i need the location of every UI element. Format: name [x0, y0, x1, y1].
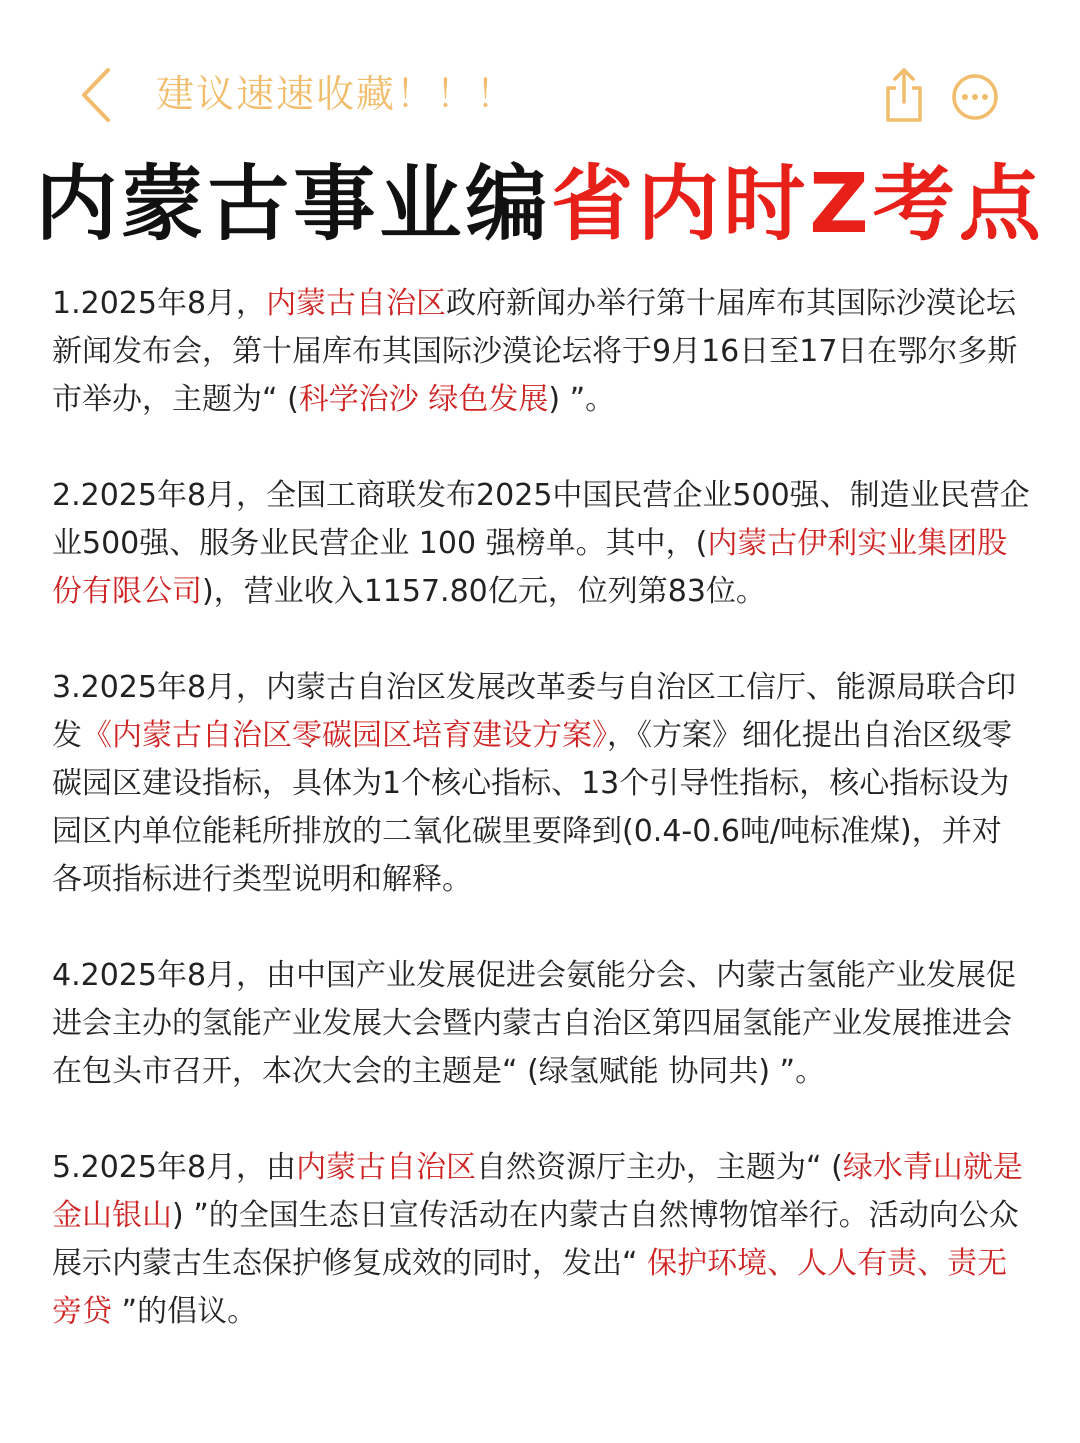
list-item: [52, 664, 1030, 904]
body-text: 政府新闻办举行第十届库布其国际沙漠论坛新闻发布会，第十届库布其国际沙漠论坛将于9月16日至17日在鄂尔多斯市举办，主题为“ (: [52, 286, 1018, 417]
list-item: [52, 280, 1030, 424]
list-item: [52, 952, 1030, 1096]
body-text: 4.2025年8月，由中国产业发展促进会氨能分会、内蒙古氢能产业发展促进会主办的氢能产业发展大会暨内蒙古自治区第四届氢能产业发展推进会在包头市召开，本次大会的主题是“ (绿氢赋能 协同共) ”。: [52, 958, 1017, 1089]
body-text: ”的倡议。: [112, 1294, 258, 1329]
list-item: [52, 472, 1030, 616]
highlight-text: 科学治沙 绿色发展: [298, 382, 549, 417]
body-text: 5.2025年8月，由: [52, 1150, 297, 1185]
highlight-text: 内蒙古自治区: [266, 286, 447, 321]
share-icon: [880, 64, 928, 126]
body-text: ，《方案》细化提出自治区级零碳园区建设指标，具体为1个核心指标、13个引导性指标，核心指标设为园区内单位能耗所排放的二氧化碳里要降到(0.4-0.6吨/吨标准煤)，并对各项指标进行类型说明和解释。: [52, 718, 1012, 897]
headline-part-2: 省内时Z考点: [551, 157, 1045, 252]
page-title: 建议速速收藏！！！: [156, 72, 517, 116]
highlight-text: 内蒙古伊利实业集团股份有限公司: [52, 526, 1008, 609]
more-button[interactable]: [950, 72, 1000, 122]
headline: [0, 150, 1080, 260]
share-button[interactable]: [880, 64, 928, 126]
body-text: 3.2025年8月，内蒙古自治区发展改革委与自治区工信厅、能源局联合印发: [52, 670, 1017, 753]
headline-part-1: 内蒙古事业编: [35, 157, 552, 252]
highlight-text: 保护环境、人人有责、责无旁贷: [52, 1246, 1008, 1329]
highlight-text: 绿水青山就是金山银山: [52, 1150, 1023, 1233]
body-text: 1.2025年8月，: [52, 286, 267, 321]
list-item: [52, 1144, 1030, 1336]
back-button[interactable]: [72, 62, 120, 128]
body-text: ) ”。: [548, 382, 616, 417]
article-body: [52, 280, 1030, 1384]
highlight-text: 《内蒙古自治区零碳园区培育建设方案》: [82, 718, 607, 753]
highlight-text: 内蒙古自治区: [296, 1150, 477, 1185]
chevron-left-icon: [72, 62, 120, 128]
body-text: )，营业收入1157.80亿元，位列第83位。: [202, 574, 766, 609]
body-text: ) ”的全国生态日宣传活动在内蒙古自然博物馆举行。活动向公众展示内蒙古生态保护修复成效的同时，发出“: [52, 1198, 1019, 1281]
more-horizontal-icon: [950, 72, 1000, 122]
body-text: 自然资源厅主办，主题为“ (: [476, 1150, 843, 1185]
body-text: 2.2025年8月，全国工商联发布2025中国民营企业500强、制造业民营企业500强、服务业民营企业 100 强榜单。其中，(: [52, 478, 1030, 561]
